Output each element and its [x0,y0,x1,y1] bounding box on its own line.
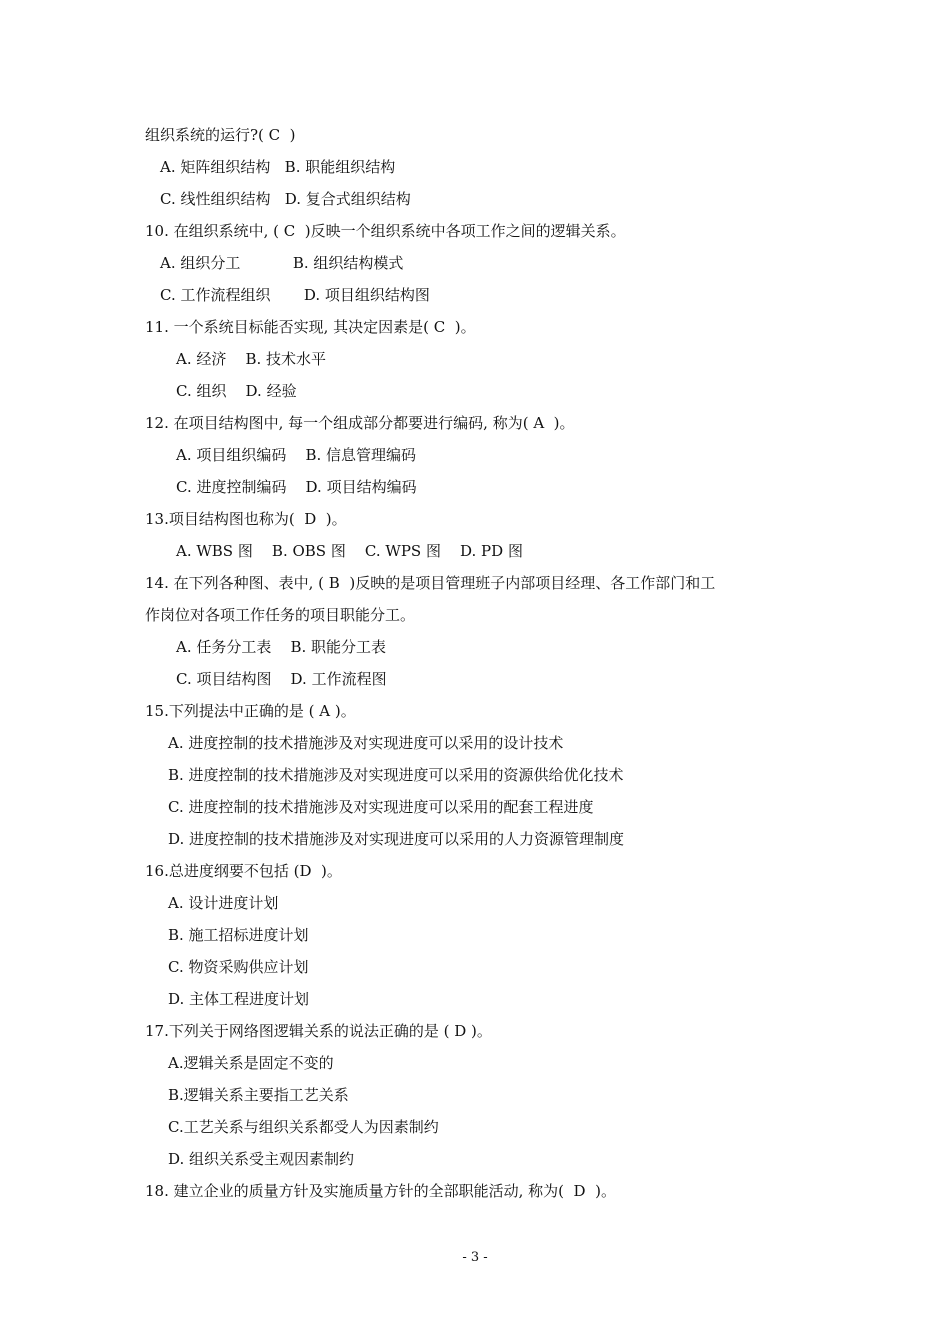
q10-options-row-1: A. 组织分工 B. 组织结构模式 [160,254,404,272]
q15-option-d: D. 进度控制的技术措施涉及对实现进度可以采用的人力资源管理制度 [168,830,625,848]
q16-option-a: A. 设计进度计划 [168,894,279,912]
q12-options-row-1: A. 项目组织编码 B. 信息管理编码 [176,446,417,464]
question-12: 12. 在项目结构图中, 每一个组成部分都要进行编码, 称为( A )。 [145,414,575,432]
q15-option-b: B. 进度控制的技术措施涉及对实现进度可以采用的资源供给优化技术 [168,766,624,784]
question-10: 10. 在组织系统中, ( C )反映一个组织系统中各项工作之间的逻辑关系。 [145,222,626,240]
q17-option-b: B.逻辑关系主要指工艺关系 [168,1086,349,1104]
q14-options-row-2: C. 项目结构图 D. 工作流程图 [176,670,387,688]
q11-options-row-1: A. 经济 B. 技术水平 [176,350,327,368]
q16-option-b: B. 施工招标进度计划 [168,926,309,944]
q12-options-row-2: C. 进度控制编码 D. 项目结构编码 [176,478,417,496]
question-18: 18. 建立企业的质量方针及实施质量方针的全部职能活动, 称为( D )。 [145,1182,616,1200]
question-17: 17.下列关于网络图逻辑关系的说法正确的是 ( D )。 [145,1022,492,1040]
question-15: 15.下列提法中正确的是 ( A )。 [145,702,356,720]
q16-option-d: D. 主体工程进度计划 [168,990,310,1008]
q9-options-row-1: A. 矩阵组织结构 B. 职能组织结构 [160,158,396,176]
q15-option-c: C. 进度控制的技术措施涉及对实现进度可以采用的配套工程进度 [168,798,594,816]
question-16: 16.总进度纲要不包括 (D )。 [145,862,342,880]
question-9-continuation: 组织系统的运行?( C ) [145,126,296,144]
q16-option-c: C. 物资采购供应计划 [168,958,309,976]
question-14: 14. 在下列各种图、表中, ( B )反映的是项目管理班子内部项目经理、各工作部门和工 [145,574,716,592]
q10-options-row-2: C. 工作流程组织 D. 项目组织结构图 [160,286,430,304]
page-number: - 3 - [462,1250,488,1265]
q14-options-row-1: A. 任务分工表 B. 职能分工表 [176,638,387,656]
q17-option-a: A.逻辑关系是固定不变的 [168,1054,334,1072]
q15-option-a: A. 进度控制的技术措施涉及对实现进度可以采用的设计技术 [168,734,564,752]
question-13: 13.项目结构图也称为( D )。 [145,510,347,528]
question-14-continuation: 作岗位对各项工作任务的项目职能分工。 [145,606,416,624]
q17-option-d: D. 组织关系受主观因素制约 [168,1150,355,1168]
question-11: 11. 一个系统目标能否实现, 其决定因素是( C )。 [145,318,476,336]
q11-options-row-2: C. 组织 D. 经验 [176,382,297,400]
q13-options: A. WBS 图 B. OBS 图 C. WPS 图 D. PD 图 [176,542,523,560]
q9-options-row-2: C. 线性组织结构 D. 复合式组织结构 [160,190,411,208]
q17-option-c: C.工艺关系与组织关系都受人为因素制约 [168,1118,439,1136]
